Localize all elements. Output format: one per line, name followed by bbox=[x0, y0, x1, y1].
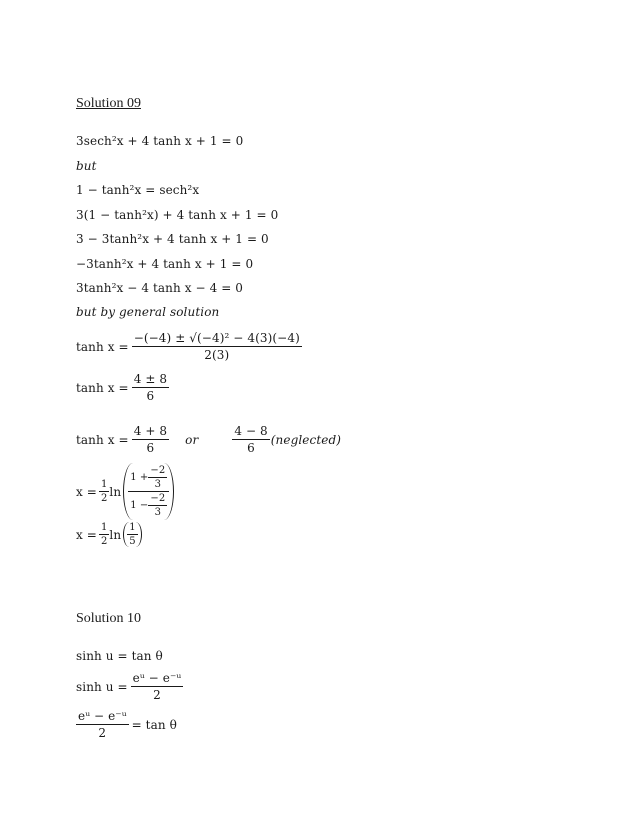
fraction-numerator: eᵘ − e⁻ᵘ bbox=[132, 671, 182, 685]
exp-equation bbox=[76, 709, 177, 740]
simplified-equation bbox=[76, 372, 169, 403]
fraction bbox=[76, 709, 129, 740]
fraction bbox=[127, 522, 137, 547]
numerator-text: 1 + bbox=[130, 472, 149, 483]
fraction bbox=[148, 493, 167, 518]
ln-text: ln bbox=[109, 484, 122, 499]
fraction-numerator: 4 + 8 bbox=[133, 424, 168, 438]
fraction bbox=[99, 479, 109, 504]
denominator-text: 1 − bbox=[130, 500, 149, 511]
general-solution-text: but by general solution bbox=[76, 305, 220, 319]
identity-line: 1 − tanh²x = sech²x bbox=[76, 183, 200, 197]
quadratic-formula bbox=[76, 331, 302, 362]
formula-lhs: x = bbox=[76, 527, 97, 542]
but-text: but bbox=[76, 159, 97, 173]
fraction-numerator: −(−4) ± √(−4)² − 4(3)(−4) bbox=[133, 331, 300, 345]
fraction bbox=[128, 465, 169, 518]
split-solutions bbox=[76, 424, 341, 455]
equation-line: 3sech²x + 4 tanh x + 1 = 0 bbox=[76, 134, 244, 148]
fraction-denominator: 3 bbox=[154, 479, 162, 490]
fraction-numerator bbox=[128, 465, 169, 492]
fraction-numerator: −2 bbox=[150, 493, 166, 504]
log-expression bbox=[76, 463, 174, 520]
formula-lhs: x = bbox=[76, 484, 97, 499]
fraction-denominator: 2 bbox=[100, 536, 108, 547]
neglected-note: (neglected) bbox=[270, 432, 342, 447]
fraction bbox=[132, 372, 169, 403]
fraction-numerator: 1 bbox=[100, 479, 108, 490]
fraction-numerator: 1 bbox=[100, 522, 108, 533]
equation-line: 3 − 3tanh²x + 4 tanh x + 1 = 0 bbox=[76, 232, 269, 246]
fraction-numerator: 4 ± 8 bbox=[133, 372, 168, 386]
equation-line: −3tanh²x + 4 tanh x + 1 = 0 bbox=[76, 257, 254, 271]
fraction-denominator: 2 bbox=[100, 493, 108, 504]
parenthesized-group bbox=[123, 463, 174, 520]
equation-line: 3tanh²x − 4 tanh x − 4 = 0 bbox=[76, 281, 244, 295]
fraction bbox=[148, 465, 167, 490]
fraction-denominator: 2 bbox=[153, 688, 161, 702]
fraction-numerator: eᵘ − e⁻ᵘ bbox=[78, 709, 127, 723]
formula-lhs: tanh x = bbox=[76, 339, 129, 354]
fraction bbox=[132, 331, 302, 362]
fraction-denominator: 2 bbox=[98, 726, 107, 740]
formula-lhs: sinh u = bbox=[76, 679, 128, 694]
solution-09-heading: Solution 09 bbox=[76, 96, 141, 111]
formula-rhs: = tan θ bbox=[131, 717, 177, 732]
log-result bbox=[76, 522, 142, 547]
formula-lhs: tanh x = bbox=[76, 432, 129, 447]
fraction bbox=[99, 522, 109, 547]
parenthesized-group bbox=[123, 522, 141, 547]
fraction-denominator: 5 bbox=[129, 536, 136, 547]
fraction bbox=[131, 671, 184, 702]
fraction bbox=[132, 424, 169, 455]
formula-lhs: tanh x = bbox=[76, 380, 129, 395]
or-text: or bbox=[185, 432, 199, 447]
fraction-denominator: 3 bbox=[154, 507, 162, 518]
sinh-definition bbox=[76, 671, 183, 702]
equation-line: 3(1 − tanh²x) + 4 tanh x + 1 = 0 bbox=[76, 208, 279, 222]
ln-text: ln bbox=[109, 527, 122, 542]
equation-line: sinh u = tan θ bbox=[76, 649, 163, 663]
fraction bbox=[232, 424, 269, 455]
fraction-denominator: 6 bbox=[247, 441, 255, 455]
fraction-numerator: −2 bbox=[150, 465, 166, 476]
fraction-numerator: 1 bbox=[129, 522, 136, 533]
fraction-denominator: 6 bbox=[146, 389, 155, 403]
solution-10-heading: Solution 10 bbox=[76, 611, 141, 626]
fraction-denominator bbox=[128, 492, 169, 518]
fraction-numerator: 4 − 8 bbox=[234, 424, 268, 438]
fraction-denominator: 6 bbox=[146, 441, 155, 455]
fraction-denominator: 2(3) bbox=[204, 348, 230, 362]
